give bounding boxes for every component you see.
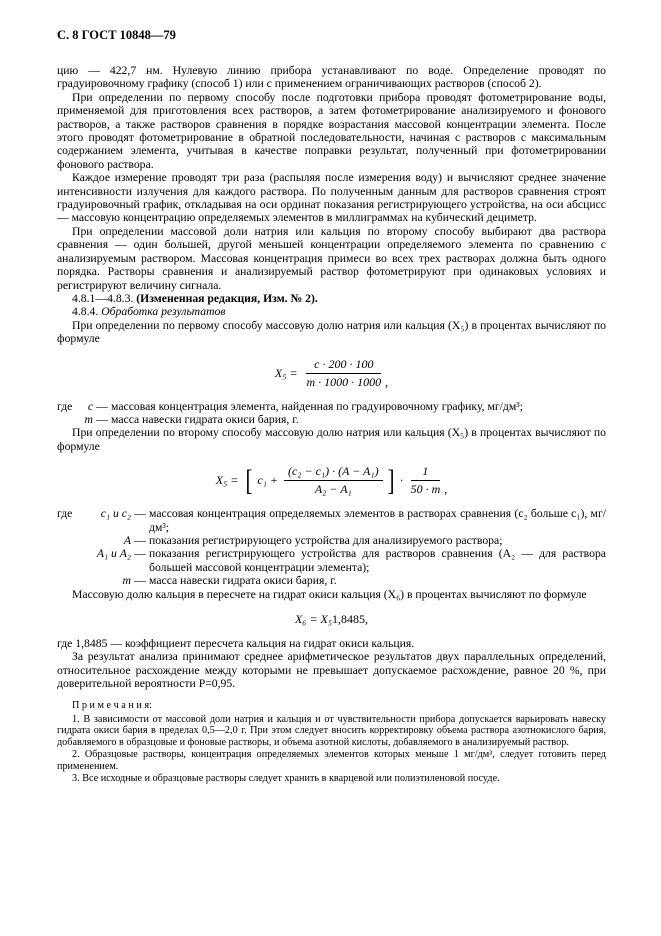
definition-text: масса навески гидрата окиси бария, г. bbox=[111, 412, 299, 426]
formula1-fraction bbox=[306, 357, 381, 390]
formula2-fraction2-denominator: 50 · m bbox=[410, 482, 441, 497]
definition-dash: — bbox=[96, 399, 108, 413]
note-item-2: 2. Образцовые растворы, концентрация определяемых элементов которых меньше 1 мг/дм³, следует готовить перед применением. bbox=[57, 749, 606, 772]
paragraph-result-rule: За результат анализа принимают среднее арифметическое результатов двух параллельных определений, относительное расхождение между которыми не превышает допускаемое расхождение, равное 20 %, при доверительной вероятности P=0,95. bbox=[57, 650, 606, 691]
paragraph-continuation: цию — 422,7 нм. Нулевую линию прибора устанавливают по воде. Определение проводят по градуировочному графику (способ 1) или с применением ограничивающих растворов (способ 2). bbox=[57, 64, 606, 91]
formula1-numerator: c · 200 · 100 bbox=[306, 357, 381, 374]
definition-term: A bbox=[123, 533, 131, 547]
results-processing-label: Обработка результатов bbox=[101, 305, 226, 319]
definition-term: A₁ и A₂ bbox=[96, 547, 131, 561]
definition-row bbox=[57, 413, 606, 426]
page-header: С. 8 ГОСТ 10848—79 bbox=[57, 28, 176, 42]
paragraph-method1: При определении по первому способу после подготовки прибора проводят фотометрирование воды, применяемой для приготовления всех растворов, а затем фотометрирование анализируемого и фонового растворов, а также растворов сравнения в порядке возрастания массовой концентрации элемента. После этого проводят фотометрирование в обратной последовательности, начиная с растворов с максимальным содержанием элемента, учитывая в качестве поправки результат, полученный при фотометрировании фонового раствора. bbox=[57, 90, 606, 171]
formula1-definitions bbox=[57, 400, 606, 427]
formula2-multiply-dot: · bbox=[399, 473, 404, 488]
definition-row bbox=[57, 574, 606, 587]
section-results-heading bbox=[57, 305, 606, 318]
note-item-3: 3. Все исходные и образцовые растворы следует хранить в кварцевой или полиэтиленовой посуде. bbox=[72, 772, 500, 784]
coefficient-definition: где 1,8485 — коэффициент пересчета кальция на гидрат окиси кальция. bbox=[57, 637, 415, 650]
definition-term: m bbox=[84, 412, 93, 426]
definition-text: масса навески гидрата окиси бария, г. bbox=[149, 574, 337, 588]
notes-section bbox=[57, 700, 606, 785]
definition-row bbox=[57, 507, 606, 534]
formula-x6-conversion bbox=[57, 612, 606, 627]
definition-term: c bbox=[87, 399, 93, 413]
paragraph-method2: При определении массовой доли натрия или кальция по второму способу выбирают два раствора сравнения — один большей, другой меньшей концентрации определяемого элемента по сравнению с анализируемым раствором. Массовая концентрация примеси во всех трех растворах должна быть одного порядка. Растворы сравнения и анализируемый раствор фотометрируют при одинаковых условиях и регистрируют величину сигнала. bbox=[57, 224, 606, 292]
definition-text: массовая концентрация элемента, найденная по градуировочному графику, мг/дм³; bbox=[111, 399, 523, 413]
section-number: 4.8.4. bbox=[72, 305, 102, 319]
note-item-1: 1. В зависимости от массовой доли натрия и кальция и от чувствительности прибора допускается варьировать навеску гидрата окиси бария в пределах 0,5—2,0 г. При этом следует вносить корректировку объема раствора азотнокислого бария, добавляемого в образцовые и фоновые растворы, и объема азотной кислоты, добавляемого в анализируемый раствор. bbox=[57, 713, 606, 749]
formula2-comma: , bbox=[444, 482, 448, 497]
notes-heading: П р и м е ч а н и я: bbox=[72, 699, 152, 711]
formula2-fraction2 bbox=[411, 464, 441, 497]
formula-x5-method1 bbox=[57, 357, 606, 390]
formula2-definitions bbox=[57, 507, 606, 587]
where-label: где bbox=[57, 507, 73, 521]
formula2-close-bracket: ] bbox=[387, 464, 395, 498]
formula3-coefficient: 1,8485, bbox=[332, 612, 369, 626]
paragraph-formula2-intro: При определении по второму способу массовую долю натрия или кальция (X₅) в процентах вычисляют по формуле bbox=[57, 426, 606, 453]
formula2-fraction1 bbox=[284, 464, 383, 497]
formula2-fraction2-numerator: 1 bbox=[411, 464, 441, 481]
formula1-lhs: X₅ = bbox=[274, 365, 298, 380]
definition-dash: — bbox=[134, 507, 146, 521]
paragraph-formula1-intro: При определении по первому способу массовую долю натрия или кальция (X₅) в процентах вычисляют по формуле bbox=[57, 318, 606, 346]
definition-dash: — bbox=[134, 547, 146, 561]
definition-text: показания регистрирующего устройства для растворов сравнения (A₂ — для раствора большей массовой концентрации элемента); bbox=[149, 547, 606, 574]
definition-dash: — bbox=[96, 412, 108, 426]
definition-dash: — bbox=[134, 574, 146, 588]
definition-row bbox=[57, 400, 606, 413]
paragraph-formula3-intro: Массовую долю кальция в пересчете на гидрат окиси кальция (X₆) в процентах вычисляют по формуле bbox=[72, 587, 587, 601]
formula3-lhs: X₆ = X₅ bbox=[294, 612, 333, 626]
definition-term: m bbox=[122, 574, 131, 588]
section-amended-note bbox=[57, 292, 606, 305]
formula1-comma: , bbox=[385, 374, 389, 389]
formula2-first-term: c₁ + bbox=[257, 473, 278, 488]
formula2-lhs: X₅ = bbox=[215, 473, 239, 488]
section-numbers: 4.8.1—4.8.3. bbox=[72, 291, 137, 305]
definition-dash: — bbox=[134, 533, 146, 547]
where-label: где bbox=[57, 399, 73, 413]
formula-x5-method2 bbox=[57, 464, 606, 497]
formula2-open-bracket: [ bbox=[245, 464, 253, 498]
paragraph-measurement: Каждое измерение проводят три раза (распыляя после измерения воду) и вычисляют среднее значение интенсивности излучения для каждого раствора. По полученным данным для растворов сравнения строят градуировочный график, откладывая на оси ординат показания регистрирующего устройства, на оси абсцисс — массовую концентрацию определяемых элементов в миллиграммах на кубический дециметр. bbox=[57, 171, 606, 225]
formula2-fraction1-denominator: A₂ − A₁ bbox=[314, 482, 352, 497]
definition-term: c₁ и c₂ bbox=[100, 507, 131, 521]
definition-text: показания регистрирующего устройства для анализируемого раствора; bbox=[149, 533, 503, 547]
formula2-fraction1-numerator: (c₂ − c₁) · (A − A₁) bbox=[284, 464, 383, 481]
amended-edition-label: (Измененная редакция, Изм. № 2). bbox=[136, 291, 318, 305]
definition-text: массовая концентрация определяемых элементов в растворах сравнения (c₂ больше c₁), мг/дм³; bbox=[149, 507, 606, 534]
definition-row bbox=[57, 534, 606, 547]
formula1-denominator: m · 1000 · 1000 bbox=[306, 374, 382, 389]
definition-row bbox=[57, 547, 606, 574]
